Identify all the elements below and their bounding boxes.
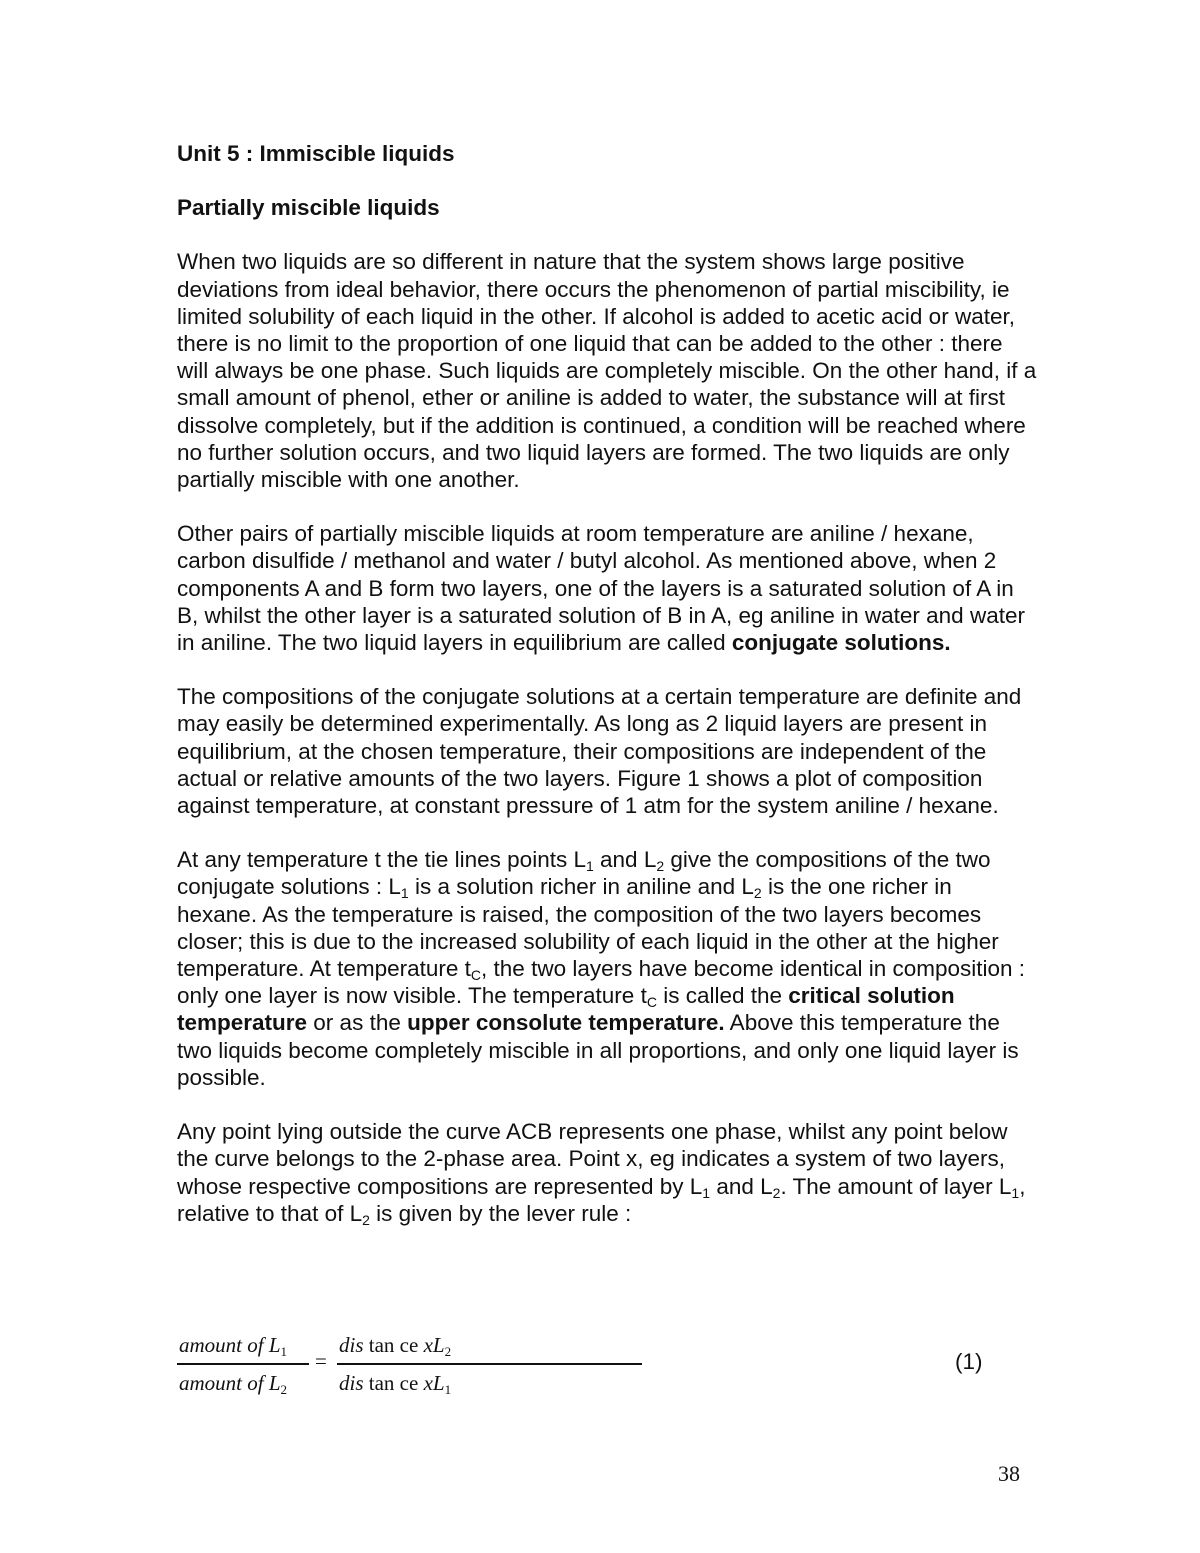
fraction-bar-right <box>337 1363 642 1365</box>
text-run: Above this temperature the two liquids become completely miscible in all proportions, and only one liquid layer is possible. <box>177 1010 1019 1090</box>
subscript: 1 <box>702 1184 711 1201</box>
eq-text: amount of <box>179 1371 264 1395</box>
numerator-left <box>179 1333 287 1358</box>
eq-text: tan ce <box>363 1371 424 1395</box>
text-run: . The amount of layer L <box>780 1173 1012 1199</box>
term-upper-consolute-temperature: upper consolute temperature. <box>407 1010 725 1036</box>
page-content <box>177 140 1037 1254</box>
subscript: 2 <box>656 858 665 875</box>
equals-sign: = <box>315 1349 327 1373</box>
eq-text: dis <box>339 1371 364 1395</box>
eq-subscript: 1 <box>280 1344 288 1359</box>
text-run: Any point lying outside the curve ACB represents one phase, whilst any point below the curve belongs to the 2-phase area. Point x, eg indicates a system of two layers, whose respective compositions are represented by L <box>177 1119 1008 1199</box>
eq-subscript: 1 <box>444 1382 452 1397</box>
denominator-left <box>179 1371 287 1396</box>
text-run: is a solution richer in aniline and L <box>408 874 754 900</box>
equation-number: (1) <box>955 1349 983 1374</box>
paragraph-2-text: Other pairs of partially miscible liquids at room temperature are aniline / hexane, carbon disulfide / methanol and water / butyl alcohol. As mentioned above, when 2 components A and B form two layers, one of the layers is a saturated solution of A in B, whilst the other layer is a saturated solution of B in A, eg aniline in water and water in aniline. The two liquid layers in equilibrium are called <box>177 521 1025 656</box>
term-conjugate-solutions: conjugate solutions. <box>731 630 951 656</box>
text-run: , relative to that of L <box>177 1173 1026 1226</box>
paragraph-4 <box>177 846 1037 1091</box>
text-run: is given by the lever rule : <box>369 1200 632 1226</box>
term-critical-solution-temperature: critical solution temperature <box>177 983 955 1036</box>
eq-text: tan ce <box>363 1333 424 1357</box>
text-run: At any temperature t the tie lines points L <box>177 847 586 873</box>
eq-subscript: 2 <box>280 1382 288 1397</box>
subscript: 2 <box>362 1211 370 1228</box>
text-run: and L <box>593 847 657 873</box>
text-run: is the one richer in hexane. As the temperature is raised, the composition of the two layers becomes closer; this is due to the increased solubility of each liquid in the other at the higher temperature. At temperature t <box>177 874 999 982</box>
eq-variable: xL <box>423 1333 445 1357</box>
paragraph-1: When two liquids are so different in nature that the system shows large positive deviations from ideal behavior, there occurs the phenomenon of partial miscibility, ie limited solubility of each liquid in the other. If alcohol is added to acetic acid or water, there is no limit to the proportion of one liquid that can be added to the other : there will always be one phase. Such liquids are completely miscible. On the other hand, if a small amount of phenol, ether or aniline is added to water, the substance will at first dissolve completely, but if the addition is continued, a condition will be reached where no further solution occurs, and two liquid layers are formed. The two liquids are only partially miscible with one another. <box>177 249 1037 493</box>
eq-subscript: 2 <box>444 1344 452 1359</box>
text-run: and L <box>710 1173 773 1199</box>
page-number: 38 <box>998 1461 1020 1486</box>
denominator-right <box>339 1371 451 1396</box>
paragraph-3: The compositions of the conjugate solutions at a certain temperature are definite and may easily be determined experimentally. As long as 2 liquid layers are present in equilibrium, at the chosen temperature, their compositions are independent of the actual or relative amounts of the two layers. Figure 1 shows a plot of composition against temperature, at constant pressure of 1 atm for the system aniline / hexane. <box>177 684 1022 819</box>
paragraph-2 <box>177 520 1037 656</box>
eq-text: amount of <box>179 1333 264 1357</box>
subscript: C <box>470 967 482 984</box>
section-heading: Partially miscible liquids <box>177 195 440 221</box>
subscript: 2 <box>772 1184 781 1201</box>
eq-variable: L <box>268 1371 281 1395</box>
subscript: 1 <box>585 858 594 875</box>
eq-variable: L <box>268 1333 281 1357</box>
subscript: 1 <box>1011 1184 1020 1201</box>
paragraph-5 <box>177 1118 1037 1227</box>
subscript: 2 <box>753 885 762 902</box>
lever-rule-equation <box>177 1333 997 1403</box>
numerator-right <box>339 1333 451 1358</box>
text-run: , the two layers have become identical in composition : only one layer is now visible. The temperature t <box>177 956 1026 1009</box>
unit-title: Unit 5 : Immiscible liquids <box>177 141 455 166</box>
text-run: is called the <box>656 983 789 1009</box>
text-run: or as the <box>307 1010 408 1036</box>
eq-text: dis <box>339 1333 364 1357</box>
subscript: 1 <box>400 885 409 902</box>
eq-variable: xL <box>423 1371 445 1395</box>
subscript: C <box>646 994 657 1011</box>
fraction-bar-left <box>177 1363 309 1365</box>
text-run: give the compositions of the two conjugate solutions : L <box>177 847 991 900</box>
